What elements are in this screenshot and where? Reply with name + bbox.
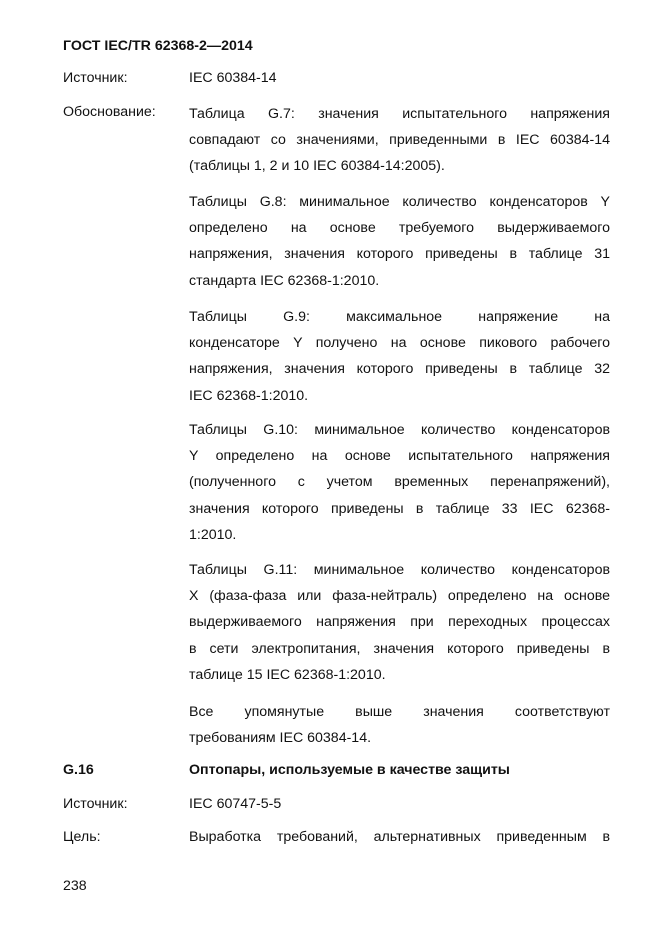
source-value: IEC 60384-14 bbox=[189, 70, 277, 86]
text-line: в сети электропитания, значения которого приведены в bbox=[189, 640, 610, 657]
page-number: 238 bbox=[63, 878, 87, 894]
justification-paragraph bbox=[189, 560, 610, 691]
text-line: таблице 15 IEC 62368-1:2010. bbox=[189, 666, 386, 683]
document-header: ГОСТ IEC/TR 62368-2—2014 bbox=[63, 38, 253, 54]
justification-paragraph bbox=[189, 307, 610, 412]
text-line: Таблицы G.10: минимальное количество конденсаторов bbox=[189, 422, 610, 438]
text-line: Y определено на основе испытательного напряжения bbox=[189, 448, 610, 465]
text-line: совпадают со значениями, приведенными в IEC 60384-14 bbox=[189, 132, 610, 149]
text-line: напряжения, значения которого приведены в таблице 32 bbox=[189, 361, 610, 378]
text-line: Таблицы G.11: минимальное количество конденсаторов bbox=[189, 562, 610, 578]
text-line: Таблицы G.8: минимальное количество конденсаторов Y bbox=[189, 194, 610, 210]
text-line: IEC 62368-1:2010. bbox=[189, 387, 309, 404]
text-line: X (фаза-фаза или фаза-нейтраль) определено на основе bbox=[189, 588, 610, 605]
text-line: (таблицы 1, 2 и 10 IEC 60384-14:2005). bbox=[189, 158, 445, 175]
text-line: значения которого приведены в таблице 33 IEC 62368- bbox=[189, 500, 610, 517]
justification-paragraph bbox=[189, 420, 610, 551]
section-title: Оптопары, используемые в качестве защиты bbox=[189, 762, 510, 778]
text-line: (полученного с учетом временных перенапряжений), bbox=[189, 474, 610, 491]
source-label: Источник: bbox=[63, 70, 128, 86]
justification-label: Обоснование: bbox=[63, 104, 156, 120]
text-line: Таблица G.7: значения испытательного напряжения bbox=[189, 106, 610, 122]
text-line: выдерживаемого напряжения при переходных процессах bbox=[189, 614, 610, 631]
source-value: IEC 60747-5-5 bbox=[189, 796, 282, 812]
purpose-value: Выработка требований, альтернативных приведенным в bbox=[189, 829, 610, 845]
justification-paragraph bbox=[189, 104, 610, 183]
text-line: требованиям IEC 60384-14. bbox=[189, 730, 372, 747]
section-number: G.16 bbox=[63, 762, 94, 778]
purpose-label: Цель: bbox=[63, 829, 101, 845]
justification-paragraph bbox=[189, 192, 610, 297]
text-line: Все упомянутые выше значения соответствуют bbox=[189, 704, 610, 720]
text-line: определено на основе требуемого выдерживаемого bbox=[189, 220, 610, 237]
source-label: Источник: bbox=[63, 796, 128, 812]
text-line: 1:2010. bbox=[189, 526, 237, 543]
text-line: стандарта IEC 62368-1:2010. bbox=[189, 272, 380, 289]
text-line: конденсаторе Y получено на основе пикового рабочего bbox=[189, 335, 610, 352]
text-line: напряжения, значения которого приведены в таблице 31 bbox=[189, 246, 610, 263]
text-line: Таблицы G.9: максимальное напряжение на bbox=[189, 309, 610, 325]
justification-paragraph bbox=[189, 702, 610, 754]
